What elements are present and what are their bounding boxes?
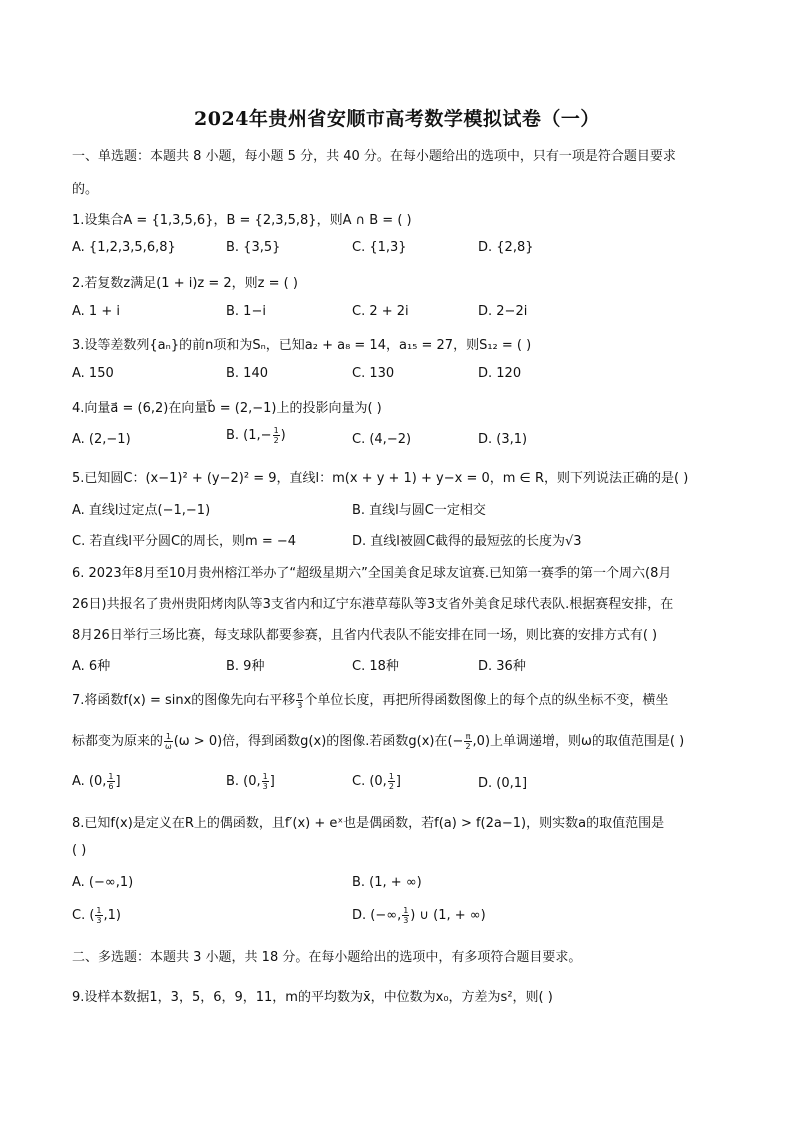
question-6-line-2: 26日)共报名了贵州贵阳烤肉队等3支省内和辽宁东港草莓队等3支省外美食足球代表队.根据赛程安排，在 xyxy=(72,597,674,612)
question-1-option-c: C. {1,3} xyxy=(352,240,407,255)
question-5-option-d: D. 直线l被圆C截得的最短弦的长度为√3 xyxy=(352,534,582,549)
question-1-option-d: D. {2,8} xyxy=(478,240,534,255)
question-8-option-d: D. (−∞, $\frac{1}{3}$ ) ∪ (1, + ∞) xyxy=(352,906,486,925)
question-4-option-c: C. (4,−2) xyxy=(352,432,412,447)
fraction: $\frac{1}{6}$ xyxy=(108,772,114,791)
question-3-option-c: C. 130 xyxy=(352,366,395,381)
question-6-option-a: A. 6种 xyxy=(72,659,111,674)
fraction: $\frac{1}{\omega}$ xyxy=(165,732,172,751)
question-7-option-b: B. (0, $\frac{1}{3}$ ] xyxy=(226,772,275,791)
question-3-option-d: D. 120 xyxy=(478,366,522,381)
fraction: $\frac{1}{3}$ xyxy=(403,906,409,925)
question-7-option-d: D. (0,1] xyxy=(478,776,528,791)
question-2-option-a: A. 1 + i xyxy=(72,304,120,319)
question-6-option-d: D. 36种 xyxy=(478,659,526,674)
question-7-option-a: A. (0, $\frac{1}{6}$ ] xyxy=(72,772,121,791)
question-8-line-2: ( ) xyxy=(72,843,87,858)
fraction: $\frac{1}{2}$ xyxy=(273,426,279,445)
question-1-stem: 1.设集合A = {1,3,5,6}，B = {2,3,5,8}，则A ∩ B = ( ) xyxy=(72,213,412,228)
question-4-stem: 4.向量a⃗ = (6,2)在向量b⃗ = (2,−1)上的投影向量为( ) xyxy=(72,401,382,416)
question-1-option-b: B. {3,5} xyxy=(226,240,281,255)
question-3-stem: 3.设等差数列{aₙ}的前n项和为Sₙ，已知a₂ + a₈ = 14，a₁₅ = 27，则S₁₂ = ( ) xyxy=(72,338,532,353)
fraction: $\frac{\pi}{2}$ xyxy=(465,732,471,751)
page-title: 2024年贵州省安顺市高考数学模拟试卷（一） xyxy=(194,108,600,130)
question-8-line-1: 8.已知f(x)是定义在R上的偶函数，且f′(x) + eˣ也是偶函数，若f(a) > f(2a−1)，则实数a的取值范围是 xyxy=(72,816,665,831)
question-6-option-b: B. 9种 xyxy=(226,659,265,674)
question-3-option-b: B. 140 xyxy=(226,366,268,381)
fraction: $\frac{\pi}{3}$ xyxy=(297,691,303,710)
question-7-option-c: C. (0, $\frac{1}{2}$ ] xyxy=(352,772,401,791)
fraction: $\frac{1}{3}$ xyxy=(262,772,268,791)
fraction: $\frac{1}{2}$ xyxy=(388,772,394,791)
question-5-option-b: B. 直线l与圆C一定相交 xyxy=(352,503,486,518)
question-5-option-a: A. 直线l过定点(−1,−1) xyxy=(72,503,211,518)
question-2-option-d: D. 2−2i xyxy=(478,304,528,319)
question-6-option-c: C. 18种 xyxy=(352,659,399,674)
question-6-line-1: 6. 2023年8月至10月贵州榕江举办了“超级星期六”全国美食足球友谊赛.已知第一赛季的第一个周六(8月 xyxy=(72,566,672,581)
section-2-heading: 二、多选题：本题共 3 小题，共 18 分。在每小题给出的选项中，有多项符合题目要求。 xyxy=(72,950,582,965)
question-3-option-a: A. 150 xyxy=(72,366,114,381)
question-7-line-1: 7.将函数f(x) = sinx的图像先向右平移 $\frac{\pi}{3}$ 个单位长度，再把所得函数图像上的每个点的纵坐标不变，横坐 xyxy=(72,691,669,710)
question-7-line-2: 标都变为原来的 $\frac{1}{\omega}$ (ω > 0)倍，得到函数g(x)的图像.若函数g(x)在(− $\frac{\pi}{2}$ ,0)上单调递增，则ω的取值范围是( ) xyxy=(72,732,685,751)
section-1-heading: 一、单选题：本题共 8 小题，每小题 5 分，共 40 分。在每小题给出的选项中，只有一项是符合题目要求 xyxy=(72,149,676,164)
question-4-option-d: D. (3,1) xyxy=(478,432,528,447)
question-5-stem: 5.已知圆C：(x−1)² + (y−2)² = 9，直线l：m(x + y + 1) + y−x = 0，m ∈ R，则下列说法正确的是( ) xyxy=(72,471,689,486)
question-2-option-c: C. 2 + 2i xyxy=(352,304,409,319)
question-5-option-c: C. 若直线l平分圆C的周长，则m = −4 xyxy=(72,534,297,549)
question-6-line-3: 8月26日举行三场比赛，每支球队都要参赛，且省内代表队不能安排在同一场，则比赛的安排方式有( ) xyxy=(72,628,658,643)
question-8-option-b: B. (1, + ∞) xyxy=(352,875,422,890)
question-8-option-a: A. (−∞,1) xyxy=(72,875,134,890)
question-9-stem: 9.设样本数据1，3，5，6，9，11，m的平均数为x̄，中位数为x₀，方差为s²，则( ) xyxy=(72,990,553,1005)
fraction: $\frac{1}{3}$ xyxy=(96,906,102,925)
question-4-option-b: B. (1,− $\frac{1}{2}$ ) xyxy=(226,426,286,445)
section-1-heading-cont: 的。 xyxy=(72,182,99,197)
question-2-stem: 2.若复数z满足(1 + i)z = 2，则z = ( ) xyxy=(72,276,298,291)
question-4-option-a: A. (2,−1) xyxy=(72,432,131,447)
question-2-option-b: B. 1−i xyxy=(226,304,266,319)
question-8-option-c: C. ( $\frac{1}{3}$ ,1) xyxy=(72,906,121,925)
question-1-option-a: A. {1,2,3,5,6,8} xyxy=(72,240,176,255)
